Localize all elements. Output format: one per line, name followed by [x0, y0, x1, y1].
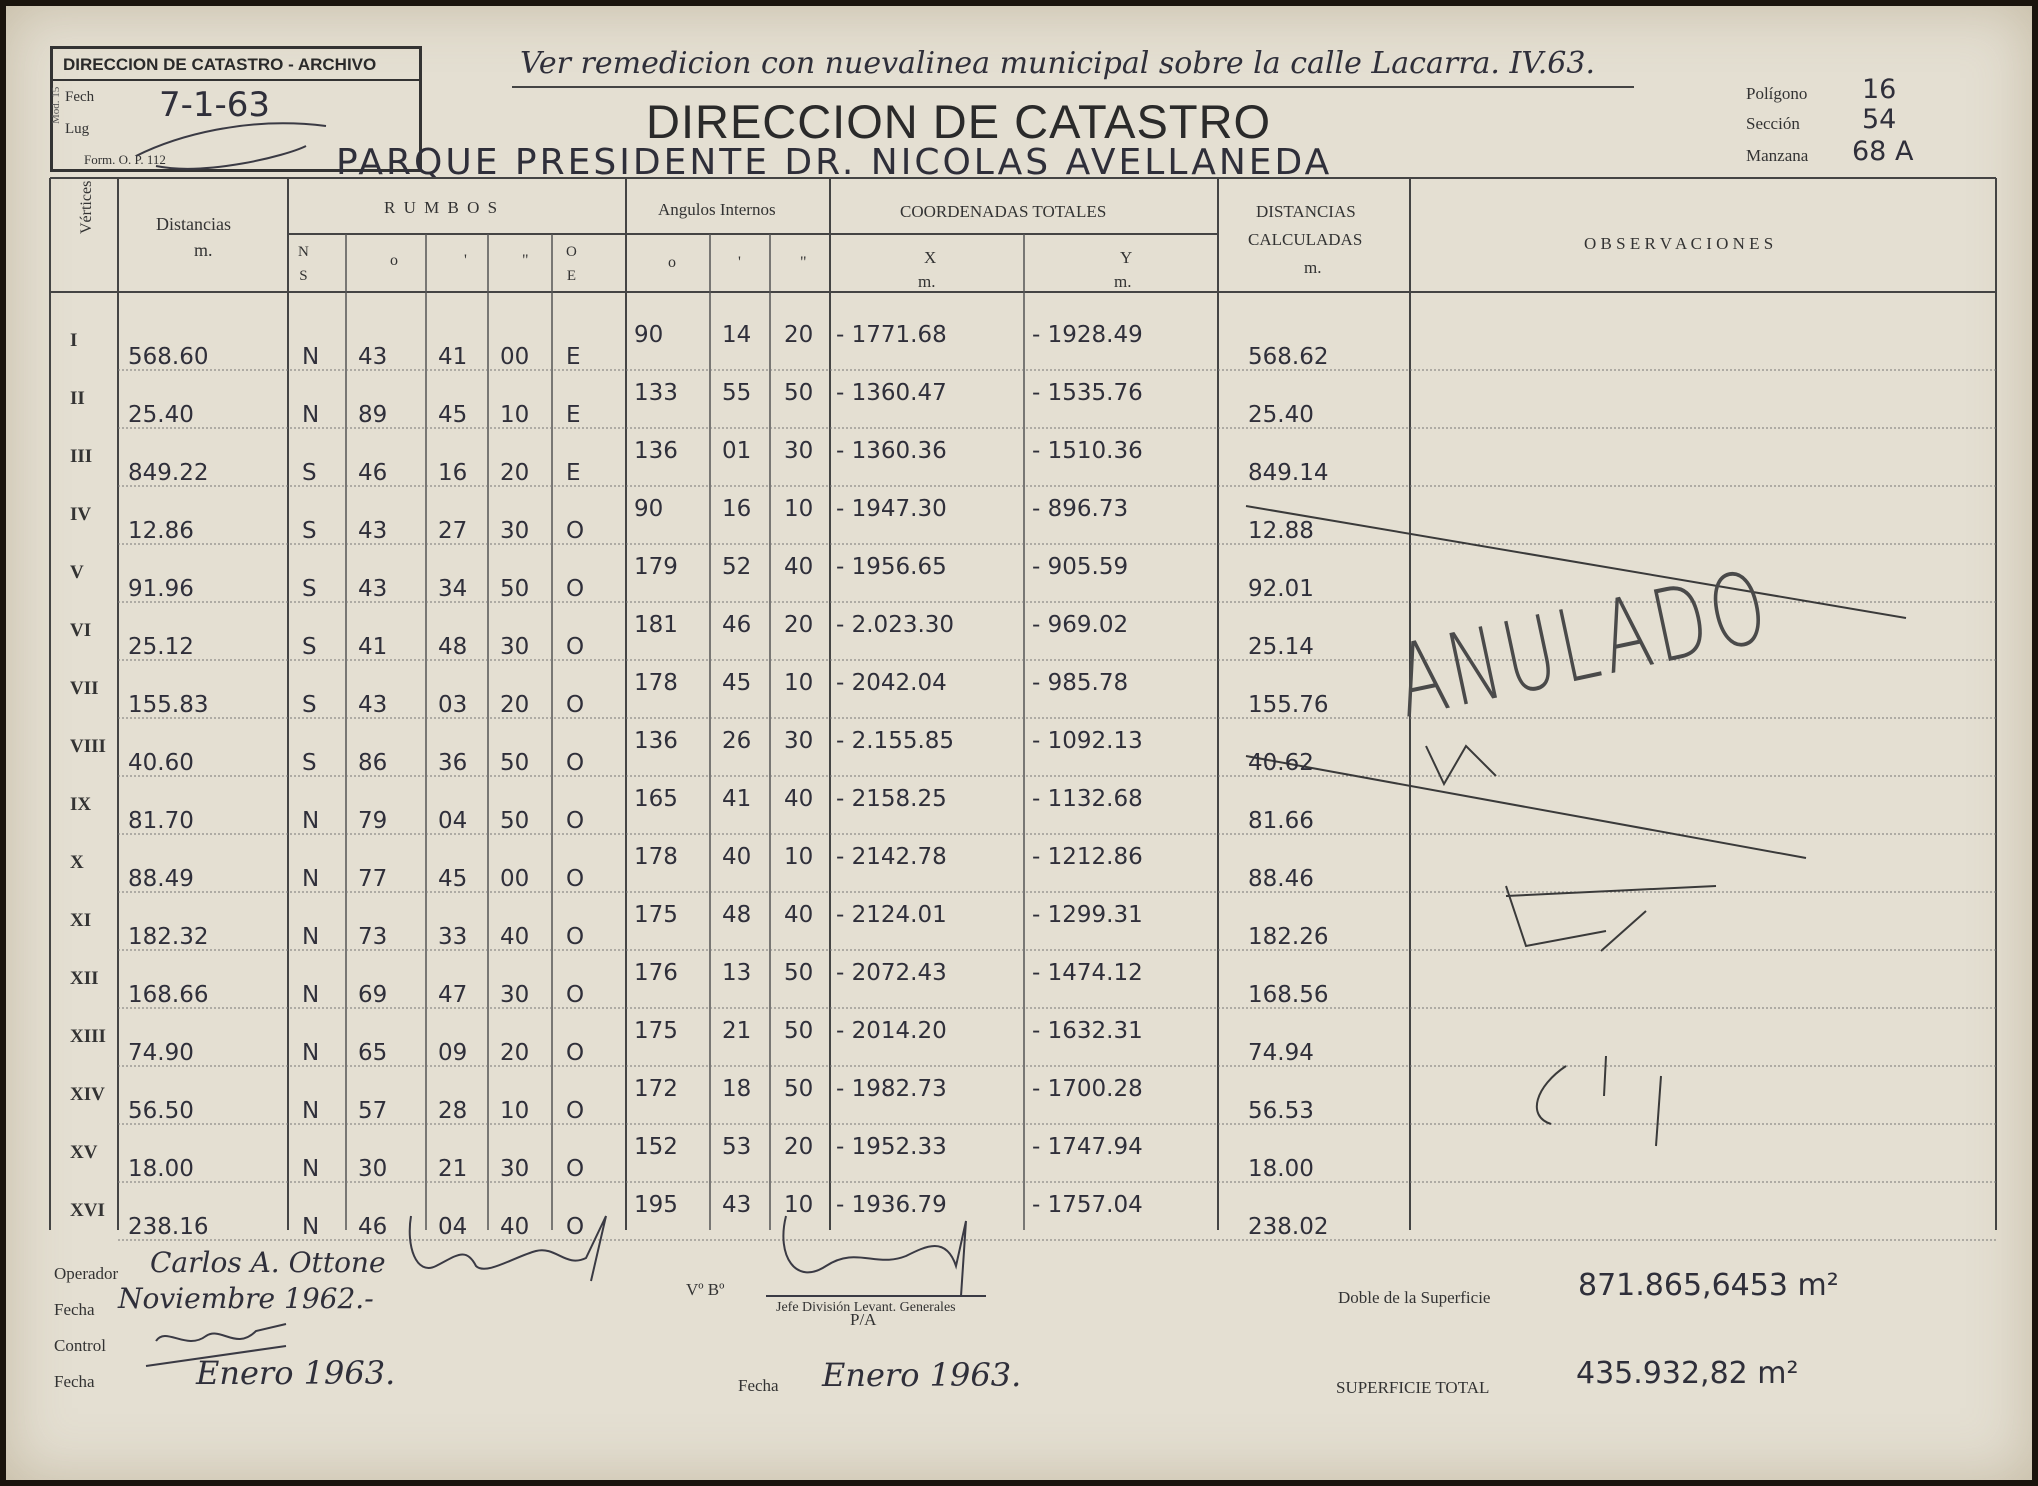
- cell-eo: O: [566, 634, 585, 660]
- poligono-label: Polígono: [1746, 84, 1808, 103]
- vertex-label: II: [70, 388, 85, 409]
- cell-am: 45: [722, 670, 752, 696]
- cell-as: 20: [784, 612, 814, 638]
- cell-calc: 155.76: [1248, 692, 1329, 718]
- cell-am: 16: [722, 496, 752, 522]
- cell-eo: O: [566, 1156, 585, 1182]
- cell-am: 46: [722, 612, 752, 638]
- cell-rd: 43: [358, 344, 388, 370]
- fecha3-value: Enero 1963.: [822, 1356, 1022, 1394]
- cell-calc: 568.62: [1248, 344, 1329, 370]
- cell-rm: 48: [438, 634, 468, 660]
- cell-rm: 33: [438, 924, 468, 950]
- header-ang-deg: o: [668, 254, 676, 271]
- cell-ns: S: [302, 634, 317, 660]
- cell-x: - 1936.79: [836, 1192, 947, 1218]
- cell-ad: 136: [634, 438, 678, 464]
- cell-am: 43: [722, 1192, 752, 1218]
- poligono-value: 16: [1862, 74, 1897, 105]
- header-calc-unit: m.: [1304, 258, 1322, 277]
- cell-as: 10: [784, 844, 814, 870]
- cell-ad: 172: [634, 1076, 678, 1102]
- cell-dist: 168.66: [128, 982, 209, 1008]
- header-rumbo-ns: N S: [298, 244, 309, 284]
- cell-rd: 30: [358, 1156, 388, 1182]
- header-observaciones: O B S E R V A C I O N E S: [1584, 234, 1774, 253]
- cell-am: 41: [722, 786, 752, 812]
- cell-ad: 152: [634, 1134, 678, 1160]
- vertex-label: I: [70, 330, 78, 351]
- cell-y: - 1928.49: [1032, 322, 1143, 348]
- header-x-unit: m.: [918, 272, 936, 291]
- cell-calc: 25.14: [1248, 634, 1314, 660]
- cell-rd: 43: [358, 518, 388, 544]
- cell-x: - 2158.25: [836, 786, 947, 812]
- cell-eo: O: [566, 982, 585, 1008]
- cell-y: - 969.02: [1032, 612, 1129, 638]
- cell-rm: 28: [438, 1098, 468, 1124]
- cell-dist: 56.50: [128, 1098, 194, 1124]
- operador-value: Carlos A. Ottone: [150, 1246, 386, 1279]
- header-x: X: [924, 248, 937, 267]
- cell-ns: N: [302, 1098, 320, 1124]
- cell-rd: 41: [358, 634, 388, 660]
- cell-ns: N: [302, 1214, 320, 1240]
- cell-as: 10: [784, 670, 814, 696]
- cell-x: - 1952.33: [836, 1134, 947, 1160]
- seccion-value: 54: [1862, 104, 1897, 135]
- cell-x: - 2.023.30: [836, 612, 955, 638]
- vertex-label: VII: [70, 678, 99, 699]
- cell-x: - 1947.30: [836, 496, 947, 522]
- fecha3-label: Fecha: [738, 1376, 779, 1395]
- cell-rs: 40: [500, 1214, 530, 1240]
- cell-calc: 92.01: [1248, 576, 1314, 602]
- cell-rs: 20: [500, 1040, 530, 1066]
- cell-am: 55: [722, 380, 752, 406]
- cell-as: 30: [784, 438, 814, 464]
- cell-y: - 905.59: [1032, 554, 1129, 580]
- header-distancias-unit: m.: [194, 240, 213, 260]
- cell-calc: 182.26: [1248, 924, 1329, 950]
- cell-am: 21: [722, 1018, 752, 1044]
- cell-y: - 1510.36: [1032, 438, 1143, 464]
- cell-x: - 1982.73: [836, 1076, 947, 1102]
- cell-rs: 30: [500, 982, 530, 1008]
- header-calc: DISTANCIAS: [1256, 202, 1356, 221]
- vertex-label: IX: [70, 794, 92, 815]
- cell-rs: 50: [500, 576, 530, 602]
- cell-eo: O: [566, 1098, 585, 1124]
- cell-rs: 50: [500, 808, 530, 834]
- superficie-total-label: SUPERFICIE TOTAL: [1336, 1378, 1490, 1397]
- cell-dist: 568.60: [128, 344, 209, 370]
- cell-x: - 1360.36: [836, 438, 947, 464]
- manzana-label: Manzana: [1746, 146, 1809, 165]
- cell-eo: O: [566, 1214, 585, 1240]
- cell-rd: 73: [358, 924, 388, 950]
- header-coordenadas: COORDENADAS TOTALES: [900, 202, 1107, 221]
- cell-y: - 1212.86: [1032, 844, 1143, 870]
- cell-ns: S: [302, 518, 317, 544]
- stamp-fecha-label: Fech: [65, 89, 95, 105]
- cell-ad: 179: [634, 554, 678, 580]
- header-rumbo-sec: ": [522, 252, 529, 269]
- header-ang-min: ': [738, 254, 741, 271]
- vertex-label: V: [70, 562, 84, 583]
- cell-eo: O: [566, 808, 585, 834]
- cell-rs: 20: [500, 460, 530, 486]
- cell-calc: 88.46: [1248, 866, 1314, 892]
- cell-rs: 30: [500, 634, 530, 660]
- cell-ns: S: [302, 750, 317, 776]
- cell-rd: 46: [358, 460, 388, 486]
- cell-am: 48: [722, 902, 752, 928]
- cell-eo: E: [566, 460, 581, 486]
- operador-label: Operador: [54, 1264, 119, 1283]
- cell-eo: O: [566, 576, 585, 602]
- cell-x: - 2072.43: [836, 960, 947, 986]
- header-y-unit: m.: [1114, 272, 1132, 291]
- cell-rm: 41: [438, 344, 468, 370]
- header-vertices: Vértices: [78, 180, 95, 234]
- cell-rm: 04: [438, 1214, 468, 1240]
- cell-x: - 1360.47: [836, 380, 947, 406]
- stamp-lugar-label: Lug: [65, 121, 90, 137]
- vertex-label: III: [70, 446, 93, 467]
- cell-rm: 36: [438, 750, 468, 776]
- cell-am: 13: [722, 960, 752, 986]
- cell-dist: 25.12: [128, 634, 194, 660]
- control-label: Control: [54, 1336, 106, 1355]
- header-rumbo-eo: O E: [566, 244, 577, 284]
- cell-y: - 1299.31: [1032, 902, 1143, 928]
- cell-x: - 2.155.85: [836, 728, 955, 754]
- cell-rm: 45: [438, 402, 468, 428]
- cell-as: 30: [784, 728, 814, 754]
- cell-rd: 43: [358, 576, 388, 602]
- cell-rd: 46: [358, 1214, 388, 1240]
- cell-ns: N: [302, 344, 320, 370]
- header-distancias: Distancias: [156, 214, 231, 234]
- cell-rd: 43: [358, 692, 388, 718]
- cell-dist: 88.49: [128, 866, 194, 892]
- cell-rs: 40: [500, 924, 530, 950]
- cell-y: - 1474.12: [1032, 960, 1143, 986]
- cell-y: - 1535.76: [1032, 380, 1143, 406]
- cell-as: 50: [784, 380, 814, 406]
- vertex-label: XIV: [70, 1084, 105, 1105]
- header-angulos: Angulos Internos: [658, 200, 776, 219]
- cell-am: 40: [722, 844, 752, 870]
- header-calc2: CALCULADAS: [1248, 230, 1363, 249]
- cell-as: 20: [784, 322, 814, 348]
- fecha2-label: Fecha: [54, 1372, 95, 1391]
- cell-rs: 10: [500, 402, 530, 428]
- cell-eo: E: [566, 344, 581, 370]
- cell-eo: O: [566, 866, 585, 892]
- doble-superficie-label: Doble de la Superficie: [1338, 1288, 1491, 1307]
- cell-rd: 65: [358, 1040, 388, 1066]
- doble-superficie-value: 871.865,6453 m²: [1578, 1268, 1839, 1303]
- cell-eo: O: [566, 750, 585, 776]
- cell-ns: N: [302, 1156, 320, 1182]
- vertex-label: XII: [70, 968, 99, 989]
- cell-ns: N: [302, 924, 320, 950]
- mod-label: Mod. 15: [50, 86, 62, 124]
- manzana-value: 68 A: [1852, 136, 1914, 167]
- cell-x: - 1956.65: [836, 554, 947, 580]
- cell-rm: 47: [438, 982, 468, 1008]
- cell-x: - 2014.20: [836, 1018, 947, 1044]
- cell-calc: 81.66: [1248, 808, 1314, 834]
- cell-y: - 1132.68: [1032, 786, 1143, 812]
- cell-ns: S: [302, 460, 317, 486]
- cell-rs: 30: [500, 518, 530, 544]
- vertex-label: XIII: [70, 1026, 106, 1047]
- cell-as: 50: [784, 1076, 814, 1102]
- cell-dist: 25.40: [128, 402, 194, 428]
- seccion-label: Sección: [1746, 114, 1800, 133]
- cell-eo: O: [566, 518, 585, 544]
- cell-y: - 1700.28: [1032, 1076, 1143, 1102]
- remeasure-note: Ver remedicion con nuevalinea municipal sobre la calle Lacarra. IV.63.: [520, 46, 1596, 81]
- cell-ns: S: [302, 692, 317, 718]
- cell-dist: 81.70: [128, 808, 194, 834]
- fecha1-value: Noviembre 1962.-: [118, 1282, 374, 1315]
- cell-ad: 133: [634, 380, 678, 406]
- cell-y: - 1092.13: [1032, 728, 1143, 754]
- vertex-label: XVI: [70, 1200, 105, 1221]
- cell-eo: O: [566, 692, 585, 718]
- cell-as: 10: [784, 496, 814, 522]
- cell-rm: 04: [438, 808, 468, 834]
- cell-as: 40: [784, 902, 814, 928]
- cell-rm: 34: [438, 576, 468, 602]
- cell-as: 40: [784, 786, 814, 812]
- cell-y: - 1747.94: [1032, 1134, 1143, 1160]
- cell-rs: 00: [500, 866, 530, 892]
- vertex-label: X: [70, 852, 84, 873]
- cell-ns: S: [302, 576, 317, 602]
- cell-as: 50: [784, 1018, 814, 1044]
- vobo-label: Vº Bº: [686, 1280, 725, 1299]
- cell-ad: 178: [634, 844, 678, 870]
- cell-dist: 18.00: [128, 1156, 194, 1182]
- cell-ad: 165: [634, 786, 678, 812]
- cell-as: 10: [784, 1192, 814, 1218]
- cell-calc: 25.40: [1248, 402, 1314, 428]
- cell-dist: 155.83: [128, 692, 209, 718]
- cell-rs: 50: [500, 750, 530, 776]
- cell-rd: 86: [358, 750, 388, 776]
- cell-rm: 21: [438, 1156, 468, 1182]
- cell-dist: 40.60: [128, 750, 194, 776]
- fecha2-value: Enero 1963.: [196, 1354, 396, 1392]
- cell-dist: 238.16: [128, 1214, 209, 1240]
- cell-rm: 45: [438, 866, 468, 892]
- cell-ad: 175: [634, 1018, 678, 1044]
- cell-ad: 181: [634, 612, 678, 638]
- cell-x: - 2124.01: [836, 902, 947, 928]
- cell-ad: 90: [634, 496, 664, 522]
- header-ang-sec: ": [800, 254, 807, 271]
- stamp-fecha-value: 7-1-63: [159, 85, 271, 125]
- vertex-label: VIII: [70, 736, 106, 757]
- cell-calc: 12.88: [1248, 518, 1314, 544]
- cell-rs: 00: [500, 344, 530, 370]
- cell-x: - 2142.78: [836, 844, 947, 870]
- cell-am: 26: [722, 728, 752, 754]
- cell-ad: 175: [634, 902, 678, 928]
- cell-am: 53: [722, 1134, 752, 1160]
- survey-sheet: [6, 6, 2032, 1480]
- cell-ad: 178: [634, 670, 678, 696]
- cell-calc: 18.00: [1248, 1156, 1314, 1182]
- cell-y: - 1757.04: [1032, 1192, 1143, 1218]
- cell-ad: 195: [634, 1192, 678, 1218]
- cell-as: 40: [784, 554, 814, 580]
- form-label: Form. O. P. 112: [84, 152, 166, 167]
- superficie-total-value: 435.932,82 m²: [1576, 1356, 1799, 1391]
- cell-ad: 90: [634, 322, 664, 348]
- cell-am: 14: [722, 322, 752, 348]
- park-name: PARQUE PRESIDENTE DR. NICOLAS AVELLANEDA: [336, 142, 1333, 183]
- cell-ns: N: [302, 402, 320, 428]
- cell-rm: 16: [438, 460, 468, 486]
- cell-rs: 10: [500, 1098, 530, 1124]
- cell-eo: E: [566, 402, 581, 428]
- cell-rd: 79: [358, 808, 388, 834]
- header-rumbo-min: ': [464, 252, 467, 269]
- vertex-label: IV: [70, 504, 92, 525]
- header-rumbo-deg: o: [390, 252, 398, 269]
- cell-rd: 57: [358, 1098, 388, 1124]
- annulled-mark: ANULADO: [1386, 547, 1781, 741]
- cell-rd: 89: [358, 402, 388, 428]
- cell-calc: 74.94: [1248, 1040, 1314, 1066]
- cell-ad: 136: [634, 728, 678, 754]
- cell-as: 20: [784, 1134, 814, 1160]
- vertex-label: XI: [70, 910, 92, 931]
- cell-y: - 1632.31: [1032, 1018, 1143, 1044]
- cell-eo: O: [566, 924, 585, 950]
- jefe-label: Jefe División Levant. Generales: [776, 1300, 956, 1315]
- cell-x: - 2042.04: [836, 670, 947, 696]
- pa-label: P/A: [850, 1310, 877, 1329]
- cell-calc: 56.53: [1248, 1098, 1314, 1124]
- cell-rs: 20: [500, 692, 530, 718]
- cell-rm: 09: [438, 1040, 468, 1066]
- cell-rs: 30: [500, 1156, 530, 1182]
- cell-am: 01: [722, 438, 752, 464]
- cell-calc: 849.14: [1248, 460, 1329, 486]
- fecha1-label: Fecha: [54, 1300, 95, 1319]
- cell-dist: 91.96: [128, 576, 194, 602]
- cell-rd: 77: [358, 866, 388, 892]
- cell-calc: 238.02: [1248, 1214, 1329, 1240]
- stamp-header: DIRECCION DE CATASTRO - ARCHIVO: [53, 49, 419, 81]
- header-y: Y: [1120, 248, 1133, 267]
- cell-ns: N: [302, 982, 320, 1008]
- cell-x: - 1771.68: [836, 322, 947, 348]
- cell-ad: 176: [634, 960, 678, 986]
- cell-y: - 985.78: [1032, 670, 1129, 696]
- cell-y: - 896.73: [1032, 496, 1129, 522]
- cell-rd: 69: [358, 982, 388, 1008]
- cell-rm: 03: [438, 692, 468, 718]
- cell-rm: 27: [438, 518, 468, 544]
- cell-calc: 40.62: [1248, 750, 1314, 776]
- cell-dist: 849.22: [128, 460, 209, 486]
- cell-dist: 182.32: [128, 924, 209, 950]
- cell-ns: N: [302, 1040, 320, 1066]
- cell-calc: 168.56: [1248, 982, 1329, 1008]
- cell-ns: N: [302, 866, 320, 892]
- cell-dist: 12.86: [128, 518, 194, 544]
- cell-as: 50: [784, 960, 814, 986]
- vertex-label: VI: [70, 620, 92, 641]
- cell-ns: N: [302, 808, 320, 834]
- cell-am: 18: [722, 1076, 752, 1102]
- cell-am: 52: [722, 554, 752, 580]
- header-rumbos: R U M B O S: [384, 198, 500, 217]
- vertex-label: XV: [70, 1142, 98, 1163]
- cell-eo: O: [566, 1040, 585, 1066]
- cell-dist: 74.90: [128, 1040, 194, 1066]
- page-title: DIRECCION DE CATASTRO: [646, 95, 1272, 148]
